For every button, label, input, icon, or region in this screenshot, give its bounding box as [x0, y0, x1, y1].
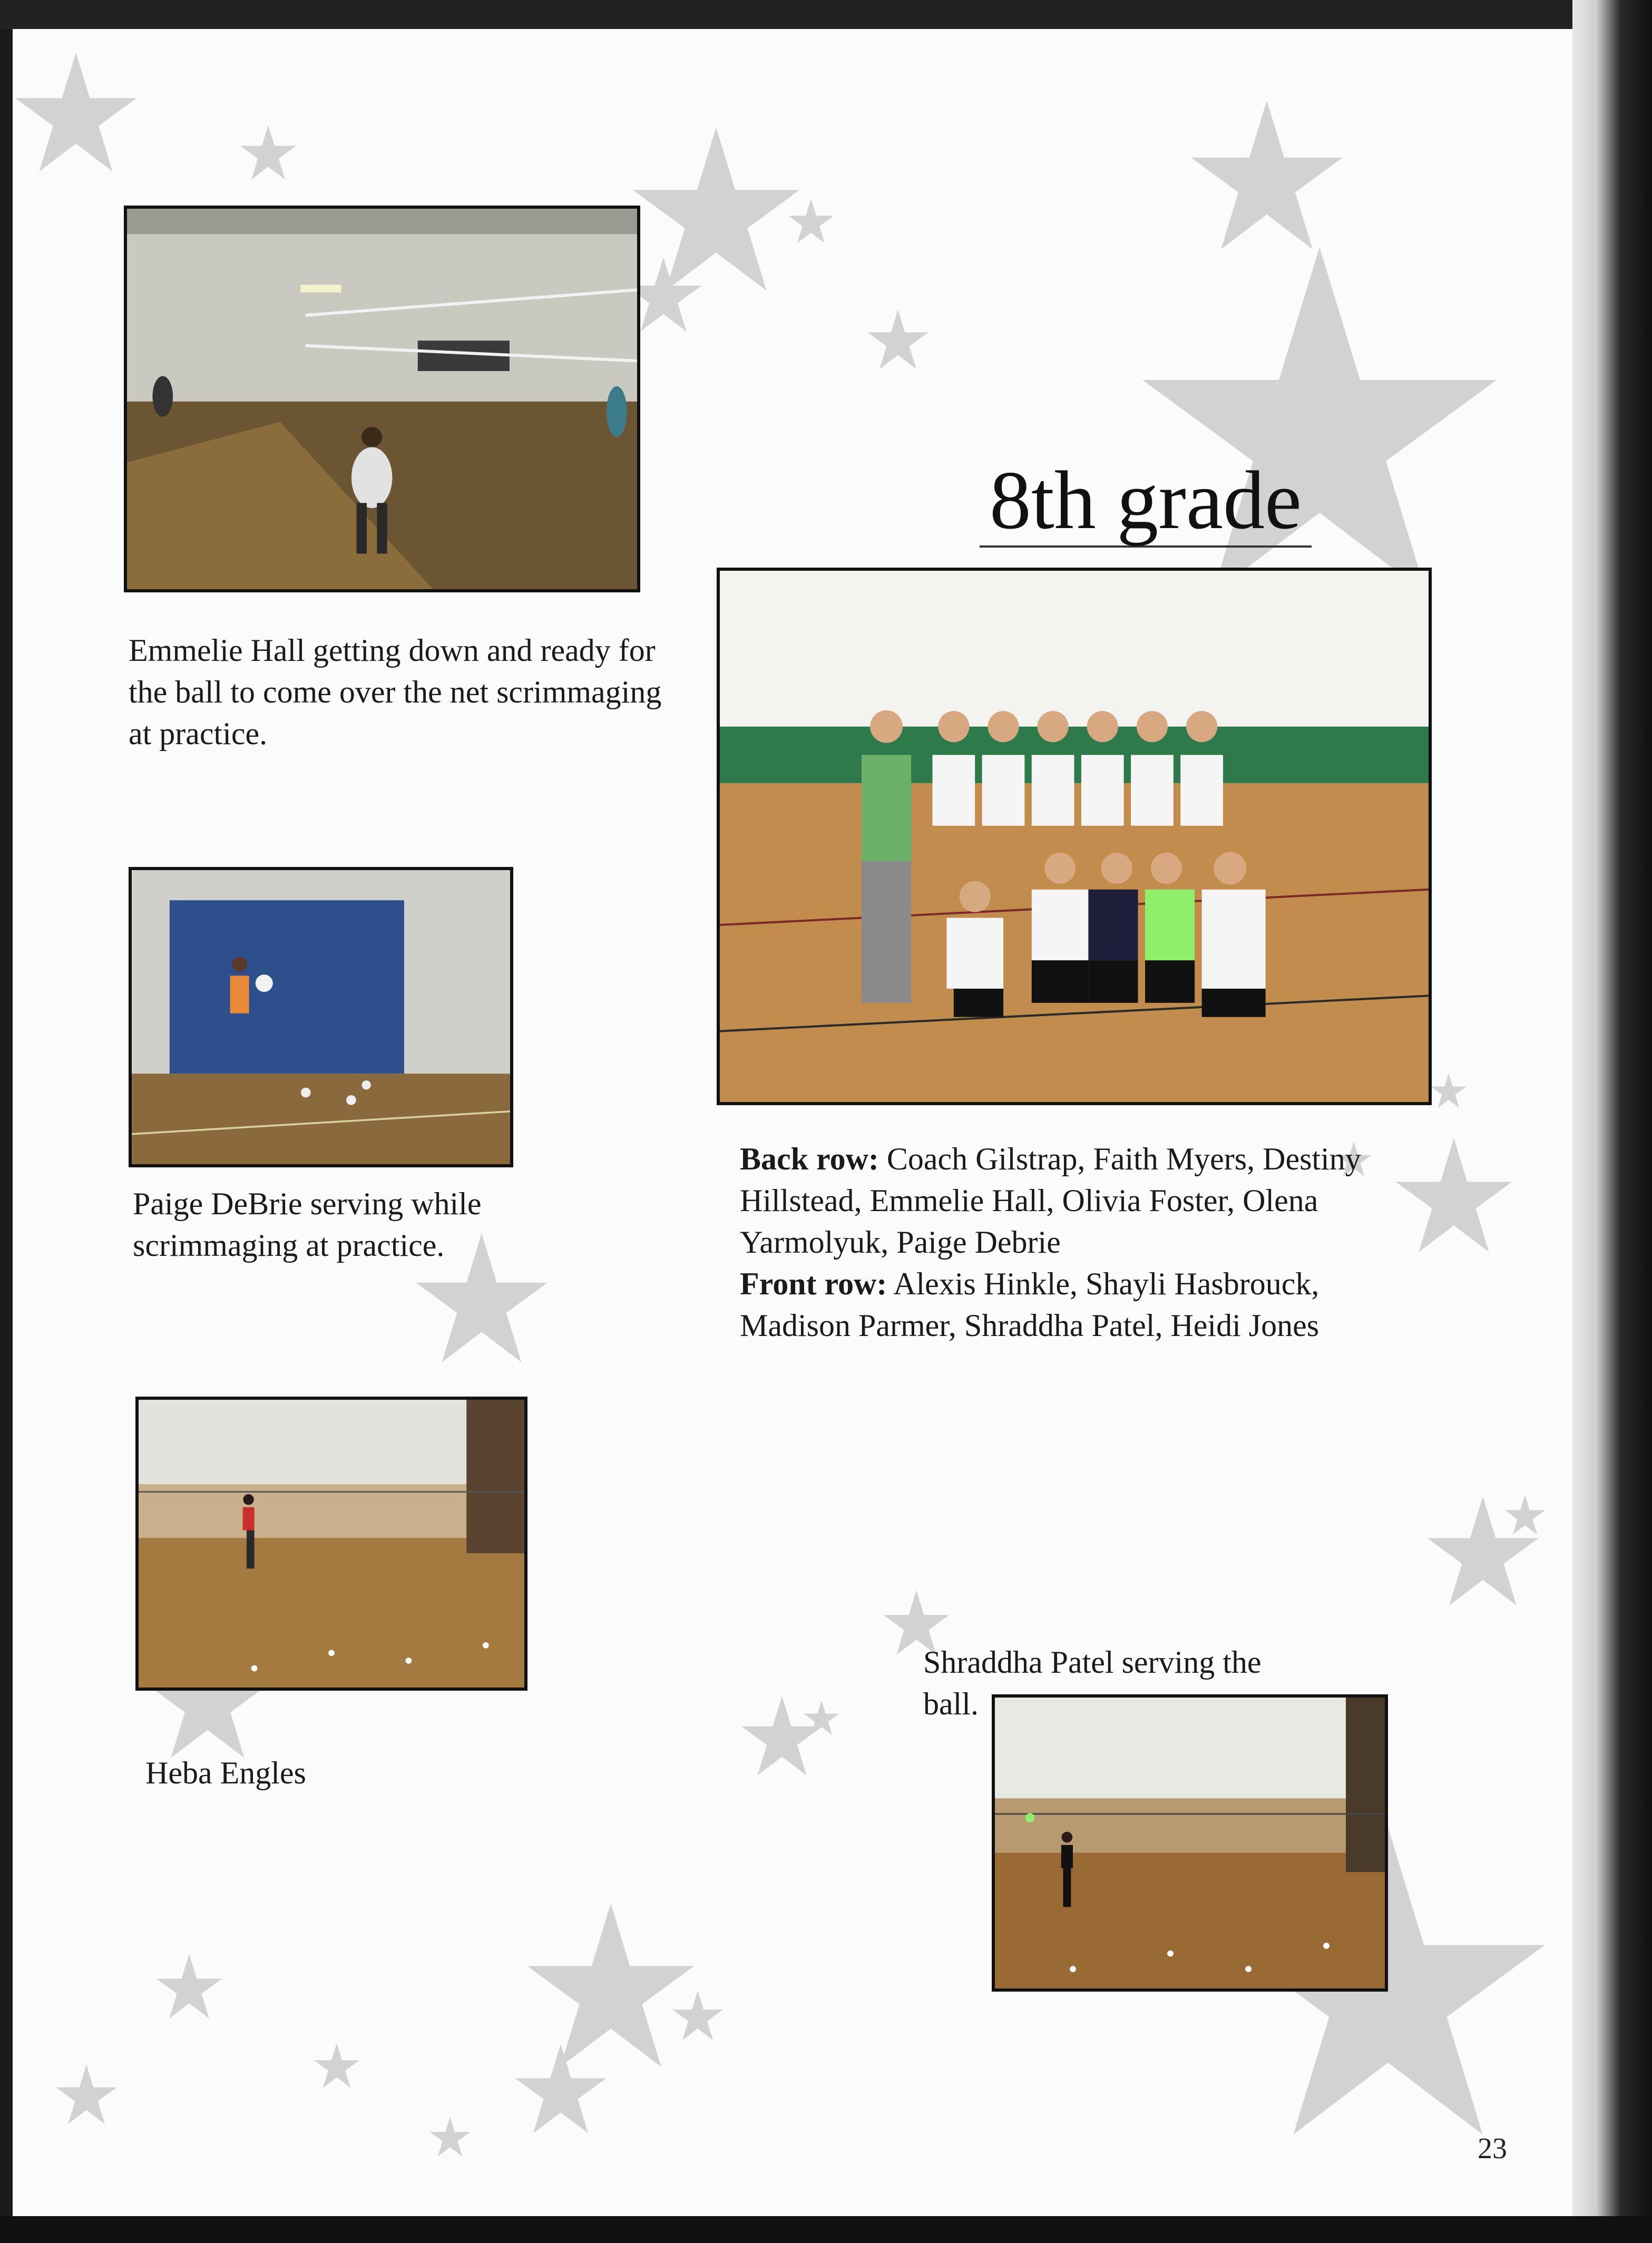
front-row-label: Front row:: [740, 1266, 887, 1301]
star-icon: [1135, 240, 1504, 609]
page-number: 23: [1478, 2132, 1507, 2165]
yearbook-page: [13, 29, 1572, 2216]
photo-shraddha-serving: [992, 1694, 1388, 1992]
star-icon: [787, 198, 835, 245]
caption-emmelie: Emmelie Hall getting down and ready for the ball to come over the net scrimmaging at practice.: [129, 633, 662, 751]
star-icon: [313, 2042, 360, 2090]
caption-paige: Paige DeBrie serving while scrimmaging at practice.: [133, 1186, 482, 1263]
star-icon: [513, 2042, 608, 2137]
star-icon: [13, 50, 139, 177]
front-row-names: Alexis Hinkle, Shayli Hasbrouck, Madison Parmer, Shraddha Patel, Heidi Jones: [740, 1266, 1319, 1343]
star-icon: [1504, 1494, 1546, 1536]
star-icon: [1188, 97, 1346, 256]
back-row-names: Coach Gilstrap, Faith Myers, Destiny Hillstead, Emmelie Hall, Olivia Foster, Olena Yarmolyuk, Paige Debrie: [740, 1142, 1361, 1260]
photo-heba: [135, 1397, 527, 1691]
caption-heba: Heba Engles: [145, 1756, 306, 1790]
book-spine: [1572, 0, 1652, 2243]
scan-bottom-edge: [0, 2216, 1652, 2243]
star-icon: [803, 1700, 840, 1737]
scan-top-edge: [0, 0, 1652, 29]
section-title: 8th grade: [980, 456, 1312, 548]
team-roster-caption: [740, 1138, 1425, 1347]
star-icon: [55, 2063, 118, 2127]
photo-team: [717, 568, 1432, 1105]
star-icon: [429, 2116, 471, 2158]
star-icon: [671, 1990, 724, 2042]
photo-emmelie-practice: [124, 206, 640, 592]
photo-paige-serving: [129, 867, 513, 1167]
star-icon: [155, 1953, 223, 2021]
back-row-label: Back row:: [740, 1142, 879, 1176]
star-icon: [239, 124, 297, 182]
star-icon: [866, 308, 930, 372]
caption-shraddha: Shraddha Patel serving the ball.: [923, 1645, 1262, 1721]
star-icon: [1430, 1072, 1467, 1109]
